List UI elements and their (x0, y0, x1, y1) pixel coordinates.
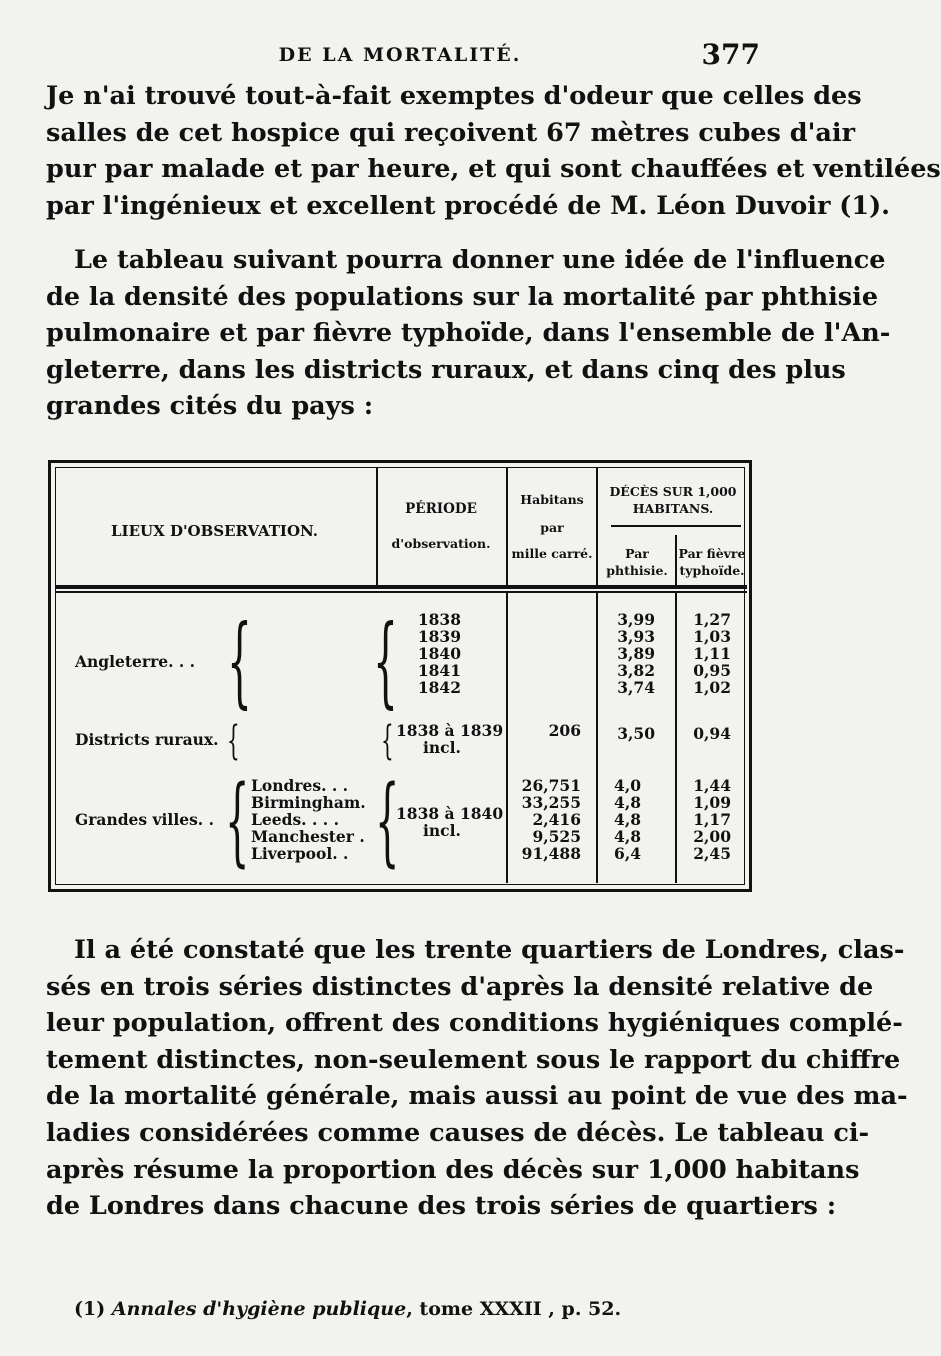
text-line: tement distinctes, non-seulement sous le rapport du chiffre (46, 1044, 901, 1075)
city-phthisie: 4,8 (614, 810, 641, 829)
districts-period: 1838 à 1839 (396, 721, 504, 740)
header-deces-2: HABITANS. (632, 501, 714, 516)
city-habitans: 2,416 (532, 810, 581, 829)
footnote-marker: (1) (74, 1298, 106, 1320)
text-line: gleterre, dans les districts ruraux, et dans cinq des plus (46, 354, 846, 385)
brace-icon: { (373, 605, 398, 719)
city-phthisie: 6,4 (614, 844, 641, 863)
header-phthisie-1: Par (625, 546, 649, 561)
city-typhoide: 2,00 (693, 827, 731, 846)
city-habitans: 9,525 (532, 827, 581, 846)
city-name: Londres. . . (251, 776, 349, 795)
header-habitans-1: Habitans (520, 492, 584, 507)
angleterre-typhoide: 0,95 (693, 661, 731, 680)
text-line: sés en trois séries distinctes d'après la densité relative de (46, 971, 874, 1002)
footnote-reference: , tome XXXII , p. 52. (406, 1298, 622, 1320)
page-number: 377 (701, 38, 760, 71)
row-label-grandes-villes: Grandes villes. . (75, 810, 214, 829)
angleterre-phthisie: 3,99 (617, 610, 655, 629)
districts-period-incl: incl. (423, 738, 461, 757)
brace-icon: { (375, 765, 400, 877)
brace-icon: { (227, 718, 240, 764)
angleterre-phthisie: 3,74 (617, 678, 655, 697)
brace-icon: { (227, 605, 252, 719)
city-phthisie: 4,0 (614, 776, 641, 795)
districts-habitans: 206 (548, 721, 581, 740)
text-line: pur par malade et par heure, et qui sont chauffées et ventilées (46, 154, 941, 185)
row-label-districts: Districts ruraux. (75, 730, 219, 749)
text-line: Il a été constaté que les trente quartiers de Londres, clas- (74, 935, 905, 965)
footnote-title: Annales d'hygiène publique (111, 1298, 407, 1320)
city-name: Liverpool. . (251, 844, 349, 863)
column-rule (506, 593, 508, 883)
text-line: ladies considérées comme causes de décès. Le tableau ci- (46, 1117, 870, 1148)
column-rule (596, 593, 598, 883)
angleterre-phthisie: 3,82 (617, 661, 655, 680)
paragraph-3 (46, 932, 908, 1225)
header-separator (55, 591, 747, 593)
city-typhoide: 2,45 (693, 844, 731, 863)
text-line: leur population, offrent des conditions hygiéniques complé- (46, 1008, 903, 1039)
city-typhoide: 1,44 (693, 776, 731, 795)
header-habitans-3: mille carré. (511, 546, 593, 561)
angleterre-typhoide: 1,03 (693, 627, 731, 646)
angleterre-year: 1840 (417, 644, 461, 663)
city-name: Manchester . (251, 827, 365, 846)
header-lieux: LIEUX D'OBSERVATION. (111, 522, 318, 540)
brace-icon: { (381, 718, 394, 764)
mortality-table (48, 460, 752, 892)
districts-typhoide: 0,94 (693, 724, 731, 743)
header-deces-1: DÉCÈS SUR 1,000 (609, 484, 737, 499)
text-line: grandes cités du pays : (46, 391, 374, 422)
text-line: Le tableau suivant pourra donner une idée de l'influence (74, 245, 886, 275)
city-typhoide: 1,09 (693, 793, 731, 812)
city-phthisie: 4,8 (614, 793, 641, 812)
districts-phthisie: 3,50 (617, 724, 655, 743)
angleterre-phthisie: 3,89 (617, 644, 655, 663)
text-line: par l'ingénieux et excellent procédé de M. Léon Duvoir (1). (46, 190, 891, 221)
city-name: Leeds. . . . (251, 810, 339, 829)
villes-period-incl: incl. (423, 821, 461, 840)
header-periode-sub: d'observation. (391, 536, 491, 551)
header-rule (611, 525, 741, 527)
text-line: pulmonaire et par fièvre typhoïde, dans l'ensemble de l'An- (46, 318, 891, 349)
text-line: de la mortalité générale, mais aussi au point de vue des ma- (46, 1081, 908, 1112)
paragraph-1 (46, 78, 941, 224)
angleterre-year: 1838 (417, 610, 461, 629)
text-line: Je n'ai trouvé tout-à-fait exemptes d'odeur que celles des (46, 81, 862, 111)
header-periode: PÉRIODE (405, 501, 477, 517)
header-phthisie-2: phthisie. (606, 563, 668, 578)
city-typhoide: 1,17 (693, 810, 731, 829)
running-title: DE LA MORTALITÉ. (278, 44, 522, 66)
angleterre-phthisie: 3,93 (617, 627, 655, 646)
angleterre-typhoide: 1,27 (693, 610, 731, 629)
angleterre-year: 1839 (417, 627, 461, 646)
row-label-angleterre: Angleterre. . . (75, 652, 196, 671)
city-habitans: 26,751 (521, 776, 581, 795)
footnote (74, 1298, 621, 1320)
text-line: salles de cet hospice qui reçoivent 67 mètres cubes d'air (46, 117, 856, 148)
header-habitans-2: par (540, 520, 564, 535)
column-rule (506, 467, 508, 589)
angleterre-year: 1842 (417, 678, 461, 697)
angleterre-typhoide: 1,11 (693, 644, 731, 663)
city-habitans: 91,488 (521, 844, 581, 863)
text-line: de Londres dans chacune des trois séries de quartiers : (46, 1191, 837, 1222)
brace-icon: { (225, 765, 250, 877)
angleterre-year: 1841 (417, 661, 461, 680)
text-line: de la densité des populations sur la mortalité par phthisie (46, 281, 879, 312)
header-separator (55, 585, 747, 589)
text-line: après résume la proportion des décès sur 1,000 habitans (46, 1154, 860, 1185)
city-phthisie: 4,8 (614, 827, 641, 846)
angleterre-typhoide: 1,02 (693, 678, 731, 697)
city-habitans: 33,255 (521, 793, 581, 812)
running-head (40, 38, 760, 78)
city-name: Birmingham. (251, 793, 366, 812)
header-typhoide-1: Par fièvre (678, 546, 746, 561)
column-rule (596, 467, 598, 589)
header-typhoide-2: typhoïde. (679, 563, 745, 578)
paragraph-2 (46, 242, 891, 425)
column-rule (376, 467, 378, 589)
column-rule (675, 593, 677, 883)
villes-period: 1838 à 1840 (396, 804, 504, 823)
